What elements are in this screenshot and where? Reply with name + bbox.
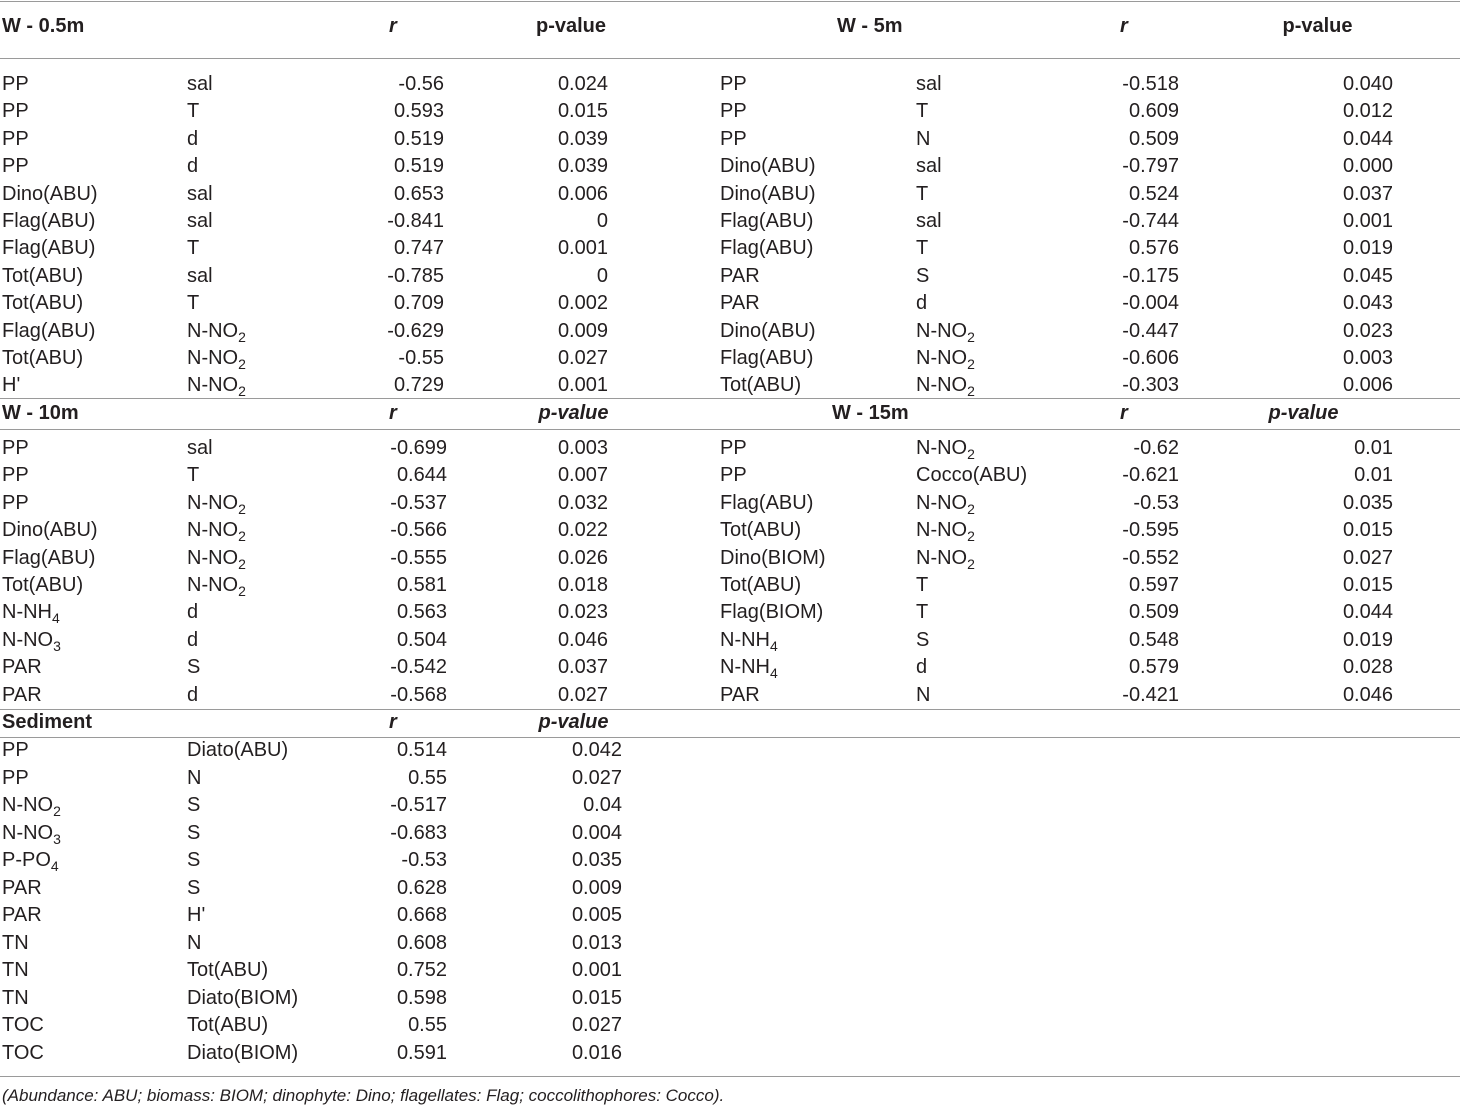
r-value-cell: 0.524 <box>1128 183 1179 205</box>
factor-cell: $N-NO_2$ <box>916 347 975 372</box>
p-value-cell: 0.043 <box>1342 292 1393 314</box>
p-value-cell: 0.018 <box>557 574 608 596</box>
table-rule <box>0 709 1460 710</box>
p-value-cell: 0.032 <box>557 492 608 514</box>
variable-cell: Dino(ABU) <box>2 183 98 205</box>
factor-cell: Tot(ABU) <box>187 1014 269 1036</box>
factor-cell: $N-NO_2$ <box>916 519 975 544</box>
variable-cell: Flag(ABU) <box>720 347 814 369</box>
variable-cell: PP <box>2 155 29 177</box>
variable-cell: Dino(ABU) <box>720 155 816 177</box>
variable-cell: Flag(ABU) <box>720 492 814 514</box>
factor-cell: T <box>916 601 929 623</box>
p-value-cell: 0.016 <box>571 1042 622 1064</box>
factor-cell: Diato(ABU) <box>187 739 289 761</box>
variable-cell: PAR <box>2 656 42 678</box>
variable-cell: PP <box>2 492 29 514</box>
factor-cell: S <box>916 265 930 287</box>
factor-cell: S <box>916 629 930 651</box>
p-value-cell: 0.001 <box>557 374 608 396</box>
variable-cell: Tot(ABU) <box>720 519 802 541</box>
p-value-cell: 0.009 <box>571 877 622 899</box>
factor-cell: T <box>916 574 929 596</box>
r-column-header: r <box>1120 15 1128 37</box>
variable-cell: PP <box>2 767 29 789</box>
r-value-cell: -0.699 <box>390 437 447 459</box>
r-value-cell: -0.785 <box>387 265 444 287</box>
r-value-cell: 0.608 <box>396 932 447 954</box>
r-value-cell: 0.504 <box>396 629 447 651</box>
variable-cell: PP <box>2 437 29 459</box>
variable-cell: $N-NO_3$ <box>2 629 61 654</box>
factor-cell: $N-NO_2$ <box>916 547 975 572</box>
p-value-cell: 0.01 <box>1354 437 1393 459</box>
factor-cell: $N-NO_2$ <box>916 320 975 345</box>
factor-cell: T <box>187 292 200 314</box>
table-footnote: (Abundance: ABU; biomass: BIOM; dinophyte: Dino; flagellates: Flag; coccolithophores: Cocco). <box>2 1086 725 1105</box>
variable-cell: PP <box>2 128 29 150</box>
p-value-cell: 0.013 <box>571 932 622 954</box>
r-value-cell: 0.514 <box>396 739 447 761</box>
factor-cell: N <box>916 684 931 706</box>
p-value-cell: 0.019 <box>1342 629 1393 651</box>
r-value-cell: 0.668 <box>396 904 447 926</box>
p-value-cell: 0.042 <box>571 739 622 761</box>
r-value-cell: -0.004 <box>1122 292 1179 314</box>
factor-cell: S <box>187 794 201 816</box>
table-rule <box>0 398 1460 399</box>
variable-cell: Dino(ABU) <box>720 183 816 205</box>
variable-cell: PAR <box>720 292 760 314</box>
variable-cell: $N-NH_4$ <box>720 629 778 654</box>
factor-cell: H' <box>187 904 206 926</box>
r-value-cell: -0.56 <box>398 73 444 95</box>
p-value-cell: 0.023 <box>557 601 608 623</box>
p-value-cell: 0.007 <box>557 464 608 486</box>
r-value-cell: 0.519 <box>393 128 444 150</box>
r-value-cell: -0.683 <box>390 822 447 844</box>
r-value-cell: 0.519 <box>393 155 444 177</box>
p-value-cell: 0.027 <box>571 767 622 789</box>
section-title: W - 15m <box>832 402 909 424</box>
r-value-cell: -0.421 <box>1122 684 1179 706</box>
factor-cell: N <box>187 932 202 954</box>
variable-cell: TN <box>2 932 29 954</box>
p-value-cell: 0.012 <box>1342 100 1393 122</box>
p-value-cell: 0.040 <box>1342 73 1393 95</box>
variable-cell: Tot(ABU) <box>720 374 802 396</box>
r-value-cell: -0.518 <box>1122 73 1179 95</box>
r-value-cell: 0.644 <box>396 464 447 486</box>
variable-cell: Flag(BIOM) <box>720 601 824 623</box>
variable-cell: Flag(ABU) <box>2 237 96 259</box>
p-value-cell: 0.006 <box>1342 374 1393 396</box>
factor-cell: sal <box>187 437 213 459</box>
r-value-cell: 0.581 <box>396 574 447 596</box>
variable-cell: Tot(ABU) <box>2 347 84 369</box>
p-value-cell: 0.005 <box>571 904 622 926</box>
r-value-cell: -0.62 <box>1133 437 1179 459</box>
variable-cell: PP <box>2 100 29 122</box>
factor-cell: $N-NO_2$ <box>187 574 246 599</box>
r-value-cell: 0.548 <box>1128 629 1179 651</box>
r-value-cell: 0.752 <box>396 959 447 981</box>
p-value-cell: 0.027 <box>557 347 608 369</box>
p-value-cell: 0.022 <box>557 519 608 541</box>
r-value-cell: 0.509 <box>1128 128 1179 150</box>
p-value-cell: 0 <box>596 265 608 287</box>
variable-cell: Flag(ABU) <box>2 547 96 569</box>
p-value-cell: 0.046 <box>557 629 608 651</box>
variable-cell: Tot(ABU) <box>720 574 802 596</box>
r-value-cell: -0.566 <box>390 519 447 541</box>
r-value-cell: -0.621 <box>1122 464 1179 486</box>
p-value-cell: 0.015 <box>557 100 608 122</box>
factor-cell: $N-NO_2$ <box>187 547 246 572</box>
factor-cell: T <box>916 100 929 122</box>
p-value-column-header: p-value <box>538 711 609 733</box>
variable-cell: Dino(ABU) <box>2 519 98 541</box>
p-value-cell: 0.001 <box>1342 210 1393 232</box>
factor-cell: sal <box>187 210 213 232</box>
variable-cell: Flag(ABU) <box>720 210 814 232</box>
r-value-cell: 0.653 <box>393 183 444 205</box>
variable-cell: PP <box>2 464 29 486</box>
variable-cell: Dino(BIOM) <box>720 547 826 569</box>
variable-cell: $N-NH_4$ <box>720 656 778 681</box>
variable-cell: PP <box>720 100 747 122</box>
factor-cell: T <box>187 464 200 486</box>
p-value-cell: 0.015 <box>1342 574 1393 596</box>
factor-cell: d <box>187 601 199 623</box>
p-value-cell: 0.024 <box>557 73 608 95</box>
variable-cell: PAR <box>720 265 760 287</box>
section-title: W - 5m <box>837 15 903 37</box>
variable-cell: PP <box>2 73 29 95</box>
table-rule <box>0 1076 1460 1077</box>
variable-cell: PP <box>720 437 747 459</box>
p-value-cell: 0.035 <box>571 849 622 871</box>
p-value-cell: 0.028 <box>1342 656 1393 678</box>
factor-cell: N <box>916 128 931 150</box>
r-value-cell: 0.598 <box>396 987 447 1009</box>
variable-cell: PAR <box>720 684 760 706</box>
p-value-column-header: p-value <box>535 15 607 37</box>
r-column-header: r <box>389 402 397 424</box>
p-value-cell: 0.037 <box>557 656 608 678</box>
r-value-cell: -0.542 <box>390 656 447 678</box>
variable-cell: $P-PO_4$ <box>2 849 59 874</box>
factor-cell: $N-NO_2$ <box>916 374 975 399</box>
r-value-cell: 0.591 <box>396 1042 447 1064</box>
variable-cell: $N-NO_3$ <box>2 822 61 847</box>
variable-cell: PAR <box>2 684 42 706</box>
factor-cell: d <box>187 684 199 706</box>
p-value-cell: 0.027 <box>557 684 608 706</box>
r-value-cell: 0.593 <box>393 100 444 122</box>
factor-cell: N <box>187 767 202 789</box>
factor-cell: S <box>187 822 201 844</box>
r-value-cell: -0.175 <box>1122 265 1179 287</box>
variable-cell: PP <box>720 128 747 150</box>
r-value-cell: 0.597 <box>1128 574 1179 596</box>
variable-cell: TOC <box>2 1042 44 1064</box>
p-value-cell: 0.037 <box>1342 183 1393 205</box>
p-value-cell: 0.027 <box>571 1014 622 1036</box>
variable-cell: Tot(ABU) <box>2 574 84 596</box>
variable-cell: $N-NO_2$ <box>2 794 61 819</box>
r-value-cell: -0.568 <box>390 684 447 706</box>
p-value-cell: 0.023 <box>1342 320 1393 342</box>
r-value-cell: -0.55 <box>398 347 444 369</box>
variable-cell: PP <box>720 464 747 486</box>
p-value-cell: 0.001 <box>557 237 608 259</box>
r-column-header: r <box>389 15 397 37</box>
p-value-cell: 0.046 <box>1342 684 1393 706</box>
factor-cell: $N-NO_2$ <box>187 320 246 345</box>
p-value-column-header: p-value <box>538 402 609 424</box>
variable-cell: H' <box>2 374 21 396</box>
p-value-cell: 0.027 <box>1342 547 1393 569</box>
r-value-cell: -0.53 <box>401 849 447 871</box>
factor-cell: T <box>187 237 200 259</box>
factor-cell: $N-NO_2$ <box>916 437 975 462</box>
p-value-cell: 0.045 <box>1342 265 1393 287</box>
variable-cell: PAR <box>2 877 42 899</box>
p-value-cell: 0.044 <box>1342 128 1393 150</box>
p-value-cell: 0.04 <box>583 794 622 816</box>
p-value-cell: 0.01 <box>1354 464 1393 486</box>
r-value-cell: -0.537 <box>390 492 447 514</box>
p-value-cell: 0.003 <box>1342 347 1393 369</box>
factor-cell: Cocco(ABU) <box>916 464 1028 486</box>
variable-cell: PP <box>2 739 29 761</box>
variable-cell: $N-NH_4$ <box>2 601 60 626</box>
variable-cell: Tot(ABU) <box>2 292 84 314</box>
factor-cell: d <box>187 128 199 150</box>
p-value-cell: 0.000 <box>1342 155 1393 177</box>
factor-cell: sal <box>916 210 942 232</box>
r-value-cell: -0.797 <box>1122 155 1179 177</box>
factor-cell: $N-NO_2$ <box>187 492 246 517</box>
factor-cell: sal <box>187 183 213 205</box>
factor-cell: $N-NO_2$ <box>187 347 246 372</box>
variable-cell: Flag(ABU) <box>2 210 96 232</box>
r-value-cell: -0.53 <box>1133 492 1179 514</box>
section-title: Sediment <box>2 711 93 733</box>
r-value-cell: 0.747 <box>393 237 444 259</box>
r-value-cell: -0.303 <box>1122 374 1179 396</box>
factor-cell: S <box>187 849 201 871</box>
factor-cell: sal <box>187 265 213 287</box>
factor-cell: sal <box>916 155 942 177</box>
variable-cell: TOC <box>2 1014 44 1036</box>
r-value-cell: 0.579 <box>1128 656 1179 678</box>
r-value-cell: 0.55 <box>408 1014 447 1036</box>
r-value-cell: -0.606 <box>1122 347 1179 369</box>
p-value-cell: 0.039 <box>557 128 608 150</box>
r-value-cell: -0.447 <box>1122 320 1179 342</box>
r-value-cell: 0.509 <box>1128 601 1179 623</box>
factor-cell: S <box>187 877 201 899</box>
r-value-cell: 0.709 <box>393 292 444 314</box>
table-rule <box>0 1 1460 2</box>
p-value-cell: 0.003 <box>557 437 608 459</box>
p-value-column-header: p-value <box>1282 15 1353 37</box>
variable-cell: Flag(ABU) <box>720 237 814 259</box>
p-value-cell: 0.015 <box>1342 519 1393 541</box>
factor-cell: d <box>916 292 928 314</box>
p-value-cell: 0.039 <box>557 155 608 177</box>
factor-cell: $N-NO_2$ <box>187 519 246 544</box>
variable-cell: PAR <box>2 904 42 926</box>
variable-cell: TN <box>2 987 29 1009</box>
r-value-cell: -0.517 <box>390 794 447 816</box>
factor-cell: sal <box>916 73 942 95</box>
r-value-cell: -0.595 <box>1122 519 1179 541</box>
p-value-column-header: p-value <box>1268 402 1339 424</box>
p-value-cell: 0.001 <box>571 959 622 981</box>
r-column-header: r <box>1120 402 1128 424</box>
p-value-cell: 0.009 <box>557 320 608 342</box>
r-value-cell: 0.55 <box>408 767 447 789</box>
p-value-cell: 0.019 <box>1342 237 1393 259</box>
p-value-cell: 0.002 <box>557 292 608 314</box>
factor-cell: T <box>916 237 929 259</box>
factor-cell: Diato(BIOM) <box>187 1042 299 1064</box>
r-value-cell: -0.629 <box>387 320 444 342</box>
section-title: W - 10m <box>2 402 79 424</box>
variable-cell: Dino(ABU) <box>720 320 816 342</box>
factor-cell: d <box>916 656 928 678</box>
factor-cell: d <box>187 629 199 651</box>
p-value-cell: 0.006 <box>557 183 608 205</box>
variable-cell: PP <box>720 73 747 95</box>
factor-cell: $N-NO_2$ <box>916 492 975 517</box>
factor-cell: sal <box>187 73 213 95</box>
factor-cell: $N-NO_2$ <box>187 374 246 399</box>
factor-cell: Diato(BIOM) <box>187 987 299 1009</box>
r-value-cell: -0.841 <box>387 210 444 232</box>
table-rule <box>0 429 1460 430</box>
table-rule <box>0 58 1460 59</box>
p-value-cell: 0.026 <box>557 547 608 569</box>
factor-cell: Tot(ABU) <box>187 959 269 981</box>
r-value-cell: 0.576 <box>1128 237 1179 259</box>
section-title: W - 0.5m <box>2 15 85 37</box>
factor-cell: T <box>187 100 200 122</box>
r-value-cell: 0.729 <box>393 374 444 396</box>
r-value-cell: 0.563 <box>396 601 447 623</box>
factor-cell: T <box>916 183 929 205</box>
r-value-cell: -0.555 <box>390 547 447 569</box>
p-value-cell: 0.015 <box>571 987 622 1009</box>
p-value-cell: 0.035 <box>1342 492 1393 514</box>
factor-cell: S <box>187 656 201 678</box>
r-value-cell: 0.628 <box>396 877 447 899</box>
variable-cell: TN <box>2 959 29 981</box>
r-column-header: r <box>389 711 397 733</box>
variable-cell: Flag(ABU) <box>2 320 96 342</box>
p-value-cell: 0 <box>596 210 608 232</box>
p-value-cell: 0.044 <box>1342 601 1393 623</box>
factor-cell: d <box>187 155 199 177</box>
r-value-cell: -0.744 <box>1122 210 1179 232</box>
r-value-cell: -0.552 <box>1122 547 1179 569</box>
variable-cell: Tot(ABU) <box>2 265 84 287</box>
p-value-cell: 0.004 <box>571 822 622 844</box>
r-value-cell: 0.609 <box>1128 100 1179 122</box>
